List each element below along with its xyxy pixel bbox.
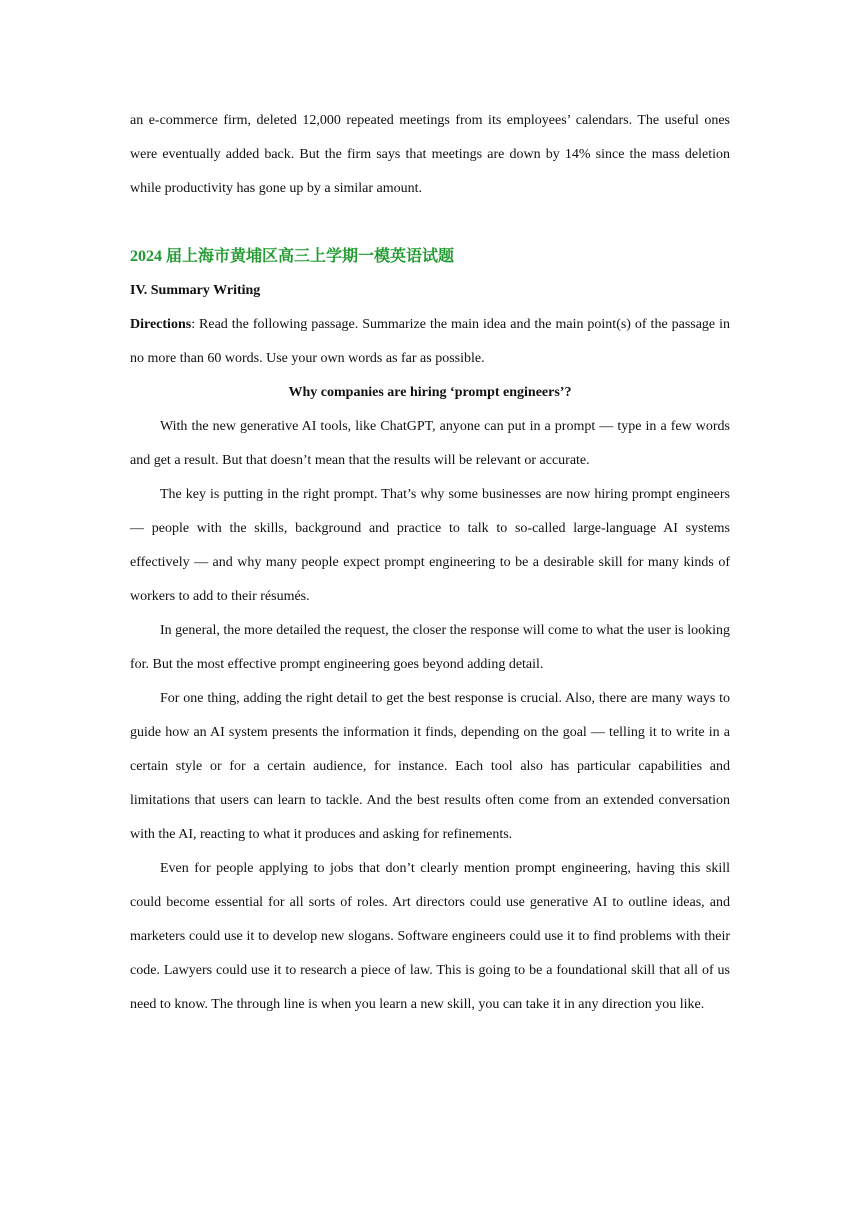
passage-paragraph-2: The key is putting in the right prompt. That’s why some businesses are now hiring prompt engineers — people with the skills, background and practice to talk to so-called large-language AI systems effectively — and why many people expect prompt engineering to be a desirable skill for many kinds of workers to add to their résumés.	[130, 487, 730, 604]
passage-paragraph-1: With the new generative AI tools, like ChatGPT, anyone can put in a prompt — type in a few words and get a result. But that doesn’t mean that the results will be relevant or accurate.	[130, 419, 730, 468]
passage-title: Why companies are hiring ‘prompt engineers’?	[288, 385, 572, 400]
section-subheading: IV. Summary Writing	[130, 283, 261, 298]
directions-label: Directions	[130, 317, 192, 332]
document-page	[130, 104, 730, 1022]
passage-paragraph-3: In general, the more detailed the request, the closer the response will come to what the user is looking for. But the most effective prompt engineering goes beyond adding detail.	[130, 623, 730, 672]
section-spacer	[130, 206, 730, 240]
section-title: 2024 届上海市黄埔区高三上学期一模英语试题	[130, 248, 455, 265]
passage-paragraph-5: Even for people applying to jobs that don’t clearly mention prompt engineering, having this skill could become essential for all sorts of roles. Art directors could use generative AI to outline ideas, and marketers could use it to develop new slogans. Software engineers could use it to find problems with their code. Lawyers could use it to research a piece of law. This is going to be a foundational skill that all of us need to know. The through line is when you learn a new skill, you can take it in any direction you like.	[130, 861, 730, 1012]
directions-paragraph	[130, 308, 730, 376]
directions-text: : Read the following passage. Summarize the main idea and the main point(s) of the passage in no more than 60 words. Use your own words as far as possible.	[130, 317, 730, 366]
passage-paragraph-4: For one thing, adding the right detail to get the best response is crucial. Also, there are many ways to guide how an AI system presents the information it finds, depending on the goal — telling it to write in a certain style or for a certain audience, for instance. Each tool also has particular capabilities and limitations that users can learn to tackle. And the best results often come from an extended conversation with the AI, reacting to what it produces and asking for refinements.	[130, 691, 730, 842]
intro-paragraph: an e-commerce firm, deleted 12,000 repeated meetings from its employees’ calendars. The useful ones were eventually added back. But the firm says that meetings are down by 14% since the mass deletion while productivity has gone up by a similar amount.	[130, 113, 730, 196]
